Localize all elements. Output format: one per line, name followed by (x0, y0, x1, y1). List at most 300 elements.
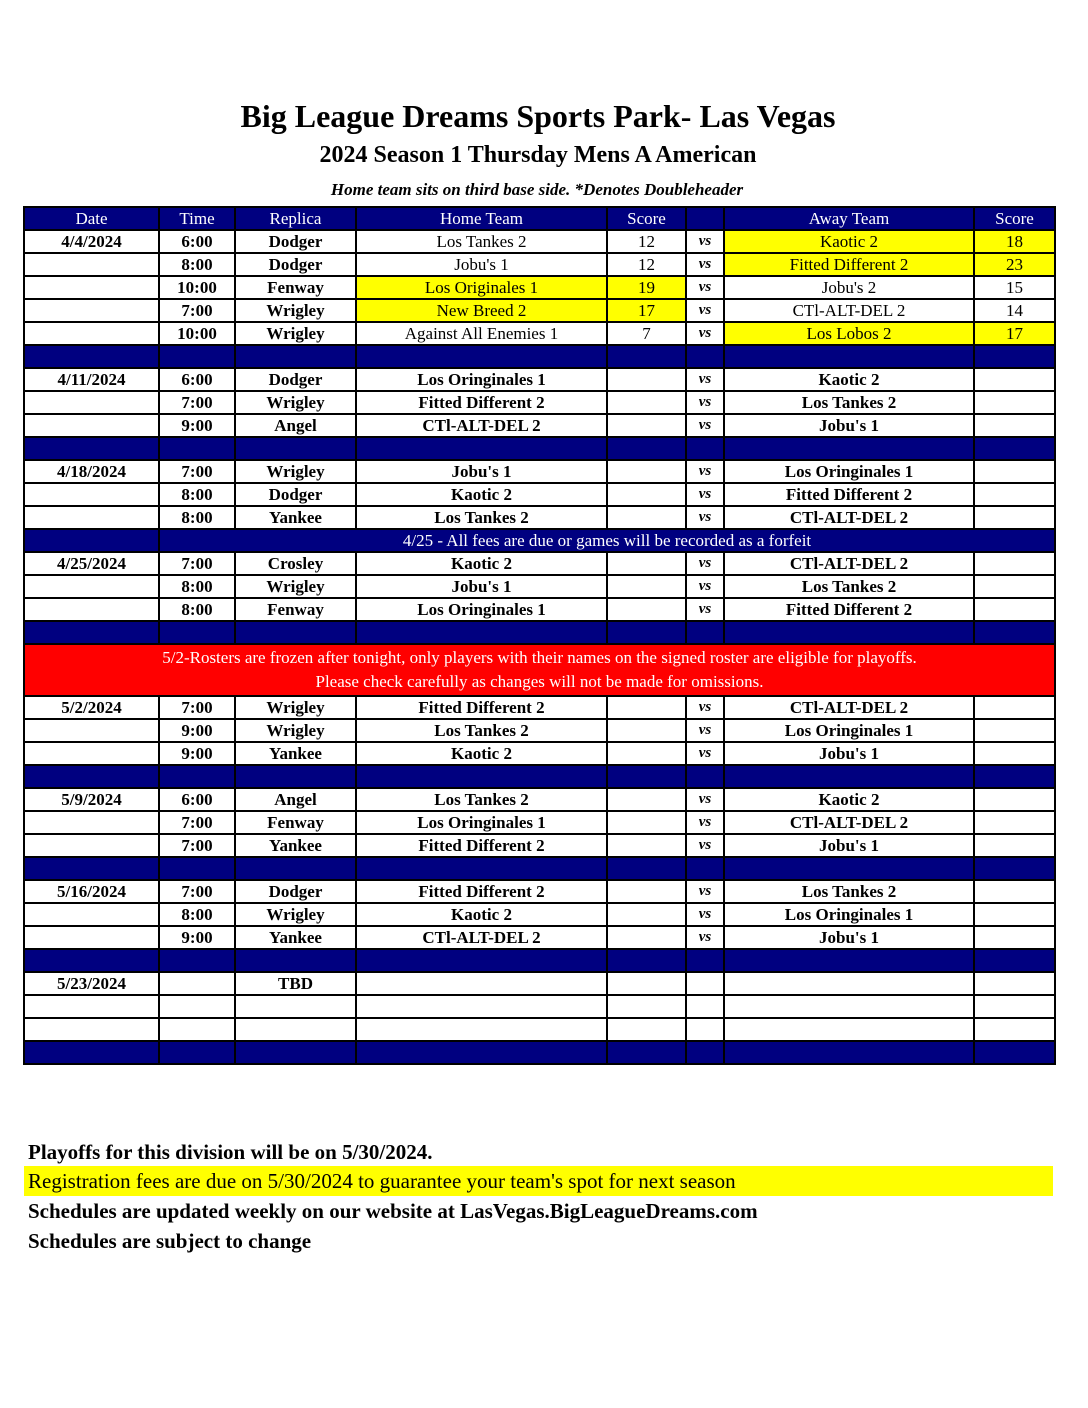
spacer-row (24, 949, 1055, 972)
vs-label (686, 995, 724, 1018)
vs-label: vs (686, 483, 724, 506)
game-field: Fenway (235, 598, 356, 621)
game-row (24, 276, 1055, 299)
game-row (24, 552, 1055, 575)
home-score (607, 506, 686, 529)
away-team: CTl-ALT-DEL 2 (724, 299, 974, 322)
game-field: Fenway (235, 276, 356, 299)
spacer-cell (356, 621, 607, 644)
game-time: 8:00 (159, 575, 235, 598)
spacer-cell (159, 621, 235, 644)
home-score: 19 (607, 276, 686, 299)
vs-label: vs (686, 742, 724, 765)
home-team: Fitted Different 2 (356, 696, 607, 719)
vs-label: vs (686, 903, 724, 926)
spacer-cell (24, 345, 159, 368)
spacer-row (24, 345, 1055, 368)
game-row (24, 880, 1055, 903)
game-row (24, 322, 1055, 345)
spacer-cell (235, 765, 356, 788)
home-score (607, 552, 686, 575)
away-score (974, 903, 1055, 926)
spacer-row (24, 857, 1055, 880)
vs-label: vs (686, 575, 724, 598)
spacer-cell (235, 949, 356, 972)
home-score: 17 (607, 299, 686, 322)
spacer-cell (974, 621, 1055, 644)
home-score (607, 368, 686, 391)
away-team: Kaotic 2 (724, 788, 974, 811)
game-time: 7:00 (159, 552, 235, 575)
away-team: Jobu's 2 (724, 276, 974, 299)
game-field: Dodger (235, 880, 356, 903)
game-date (24, 598, 159, 621)
away-score (974, 719, 1055, 742)
col-replica: Replica (235, 207, 356, 230)
spacer-cell (724, 1041, 974, 1064)
spacer-cell (974, 857, 1055, 880)
col-home-team: Home Team (356, 207, 607, 230)
away-score (974, 506, 1055, 529)
game-field: Yankee (235, 506, 356, 529)
away-score (974, 391, 1055, 414)
vs-label: vs (686, 299, 724, 322)
spacer-cell (24, 1041, 159, 1064)
away-score (974, 788, 1055, 811)
game-row (24, 460, 1055, 483)
vs-label: vs (686, 253, 724, 276)
away-team (724, 1018, 974, 1041)
spacer-cell (159, 345, 235, 368)
game-time: 9:00 (159, 719, 235, 742)
game-time: 7:00 (159, 696, 235, 719)
home-score (607, 391, 686, 414)
game-row (24, 368, 1055, 391)
game-time: 7:00 (159, 299, 235, 322)
away-score (974, 414, 1055, 437)
home-team: Los Tankes 2 (356, 506, 607, 529)
schedule-table (23, 206, 1056, 1065)
vs-label: vs (686, 552, 724, 575)
game-date (24, 811, 159, 834)
game-field: Crosley (235, 552, 356, 575)
home-team: Jobu's 1 (356, 575, 607, 598)
game-time: 8:00 (159, 598, 235, 621)
spacer-cell (24, 857, 159, 880)
game-time: 7:00 (159, 391, 235, 414)
game-row (24, 719, 1055, 742)
home-team: Los Originales 1 (356, 276, 607, 299)
away-team: Los Oringinales 1 (724, 719, 974, 742)
game-field: Fenway (235, 811, 356, 834)
home-team (356, 1018, 607, 1041)
col-away-score: Score (974, 207, 1055, 230)
home-score (607, 995, 686, 1018)
game-field: Yankee (235, 926, 356, 949)
away-score: 15 (974, 276, 1055, 299)
spacer-cell (24, 765, 159, 788)
game-row (24, 253, 1055, 276)
away-score (974, 880, 1055, 903)
vs-label: vs (686, 598, 724, 621)
home-team: Fitted Different 2 (356, 880, 607, 903)
game-date (24, 299, 159, 322)
game-row (24, 483, 1055, 506)
game-time: 10:00 (159, 276, 235, 299)
home-score (607, 575, 686, 598)
game-date (24, 995, 159, 1018)
home-team-note: Home team sits on third base side. *Denotes Doubleheader (330, 180, 744, 199)
vs-label (686, 972, 724, 995)
away-score (974, 483, 1055, 506)
home-team: Los Oringinales 1 (356, 811, 607, 834)
vs-label: vs (686, 719, 724, 742)
page-title: Big League Dreams Sports Park- Las Vegas (240, 98, 836, 134)
game-time (159, 995, 235, 1018)
away-score (974, 575, 1055, 598)
home-score (607, 834, 686, 857)
home-team: Los Oringinales 1 (356, 368, 607, 391)
home-team (356, 995, 607, 1018)
game-field: Yankee (235, 742, 356, 765)
spacer-cell (607, 345, 686, 368)
spacer-cell (235, 1041, 356, 1064)
away-team: CTl-ALT-DEL 2 (724, 506, 974, 529)
spacer-row (24, 765, 1055, 788)
home-team: Los Tankes 2 (356, 788, 607, 811)
schedule-body (24, 230, 1055, 1064)
away-team: CTl-ALT-DEL 2 (724, 696, 974, 719)
col-vs (686, 207, 724, 230)
away-team (724, 995, 974, 1018)
away-score: 14 (974, 299, 1055, 322)
home-score (607, 696, 686, 719)
spacer-cell (159, 1041, 235, 1064)
game-time: 7:00 (159, 811, 235, 834)
col-time: Time (159, 207, 235, 230)
game-time: 6:00 (159, 788, 235, 811)
game-field: Angel (235, 414, 356, 437)
spacer-cell (607, 765, 686, 788)
game-row (24, 598, 1055, 621)
vs-label: vs (686, 460, 724, 483)
spacer-cell (24, 949, 159, 972)
home-team: CTl-ALT-DEL 2 (356, 926, 607, 949)
spacer-cell (607, 1041, 686, 1064)
spacer-cell (974, 949, 1055, 972)
home-score: 7 (607, 322, 686, 345)
game-field: Wrigley (235, 299, 356, 322)
home-score: 12 (607, 253, 686, 276)
spacer-cell (356, 437, 607, 460)
game-time: 7:00 (159, 834, 235, 857)
away-score (974, 834, 1055, 857)
game-row (24, 926, 1055, 949)
game-time: 6:00 (159, 368, 235, 391)
game-time: 7:00 (159, 460, 235, 483)
game-date (24, 506, 159, 529)
home-team: Los Tankes 2 (356, 719, 607, 742)
game-date: 5/16/2024 (24, 880, 159, 903)
game-date: 5/9/2024 (24, 788, 159, 811)
vs-label (686, 1018, 724, 1041)
away-score (974, 926, 1055, 949)
away-team: Los Lobos 2 (724, 322, 974, 345)
home-team: Jobu's 1 (356, 460, 607, 483)
away-team: CTl-ALT-DEL 2 (724, 552, 974, 575)
col-home-score: Score (607, 207, 686, 230)
game-field: Dodger (235, 368, 356, 391)
spacer-cell (607, 857, 686, 880)
home-score (607, 788, 686, 811)
game-field: Wrigley (235, 391, 356, 414)
game-time (159, 972, 235, 995)
game-row (24, 972, 1055, 995)
vs-label: vs (686, 926, 724, 949)
vs-label: vs (686, 880, 724, 903)
spacer-row (24, 621, 1055, 644)
away-team: Los Oringinales 1 (724, 903, 974, 926)
vs-label: vs (686, 696, 724, 719)
game-row (24, 506, 1055, 529)
away-team: Los Oringinales 1 (724, 460, 974, 483)
spacer-cell (686, 857, 724, 880)
away-score: 23 (974, 253, 1055, 276)
page-subtitle: 2024 Season 1 Thursday Mens A American (319, 142, 757, 168)
game-field: Wrigley (235, 575, 356, 598)
home-team: CTl-ALT-DEL 2 (356, 414, 607, 437)
home-score (607, 414, 686, 437)
game-time: 6:00 (159, 230, 235, 253)
game-date: 4/4/2024 (24, 230, 159, 253)
away-team: Kaotic 2 (724, 230, 974, 253)
home-score (607, 811, 686, 834)
spacer-cell (24, 437, 159, 460)
spacer-cell (356, 345, 607, 368)
game-date (24, 742, 159, 765)
spacer-cell (24, 621, 159, 644)
game-row (24, 391, 1055, 414)
vs-label: vs (686, 788, 724, 811)
game-field (235, 1018, 356, 1041)
fee-notice: 4/25 - All fees are due or games will be recorded as a forfeit (159, 529, 1055, 552)
spacer-cell (607, 437, 686, 460)
home-team: Kaotic 2 (356, 483, 607, 506)
away-team: Fitted Different 2 (724, 253, 974, 276)
spacer-cell (159, 949, 235, 972)
away-team: Jobu's 1 (724, 742, 974, 765)
fee-notice-row (24, 529, 1055, 552)
vs-label: vs (686, 230, 724, 253)
game-time: 8:00 (159, 253, 235, 276)
website-note: Schedules are updated weekly on our website at LasVegas.BigLeagueDreams.com (28, 1199, 758, 1223)
home-team: New Breed 2 (356, 299, 607, 322)
game-row (24, 788, 1055, 811)
home-team (356, 972, 607, 995)
home-score (607, 880, 686, 903)
vs-label: vs (686, 811, 724, 834)
game-date (24, 414, 159, 437)
away-team: Los Tankes 2 (724, 575, 974, 598)
home-team: Fitted Different 2 (356, 834, 607, 857)
away-score: 17 (974, 322, 1055, 345)
game-field: Wrigley (235, 322, 356, 345)
game-field (235, 995, 356, 1018)
game-field: Dodger (235, 483, 356, 506)
home-team: Kaotic 2 (356, 903, 607, 926)
away-team: Fitted Different 2 (724, 598, 974, 621)
spacer-cell (356, 857, 607, 880)
home-team: Jobu's 1 (356, 253, 607, 276)
home-team: Los Oringinales 1 (356, 598, 607, 621)
spacer-cell (159, 765, 235, 788)
game-date (24, 903, 159, 926)
game-date (24, 1018, 159, 1041)
game-date: 4/18/2024 (24, 460, 159, 483)
roster-notice-row (24, 644, 1055, 696)
game-date (24, 834, 159, 857)
away-score (974, 598, 1055, 621)
vs-label: vs (686, 322, 724, 345)
game-time: 7:00 (159, 880, 235, 903)
game-date: 5/23/2024 (24, 972, 159, 995)
game-field: Yankee (235, 834, 356, 857)
spacer-cell (974, 1041, 1055, 1064)
away-score (974, 972, 1055, 995)
spacer-cell (24, 529, 159, 552)
away-score (974, 696, 1055, 719)
change-note: Schedules are subject to change (28, 1229, 312, 1253)
spacer-cell (686, 437, 724, 460)
game-date (24, 322, 159, 345)
away-team: Los Tankes 2 (724, 391, 974, 414)
spacer-cell (607, 949, 686, 972)
game-row (24, 575, 1055, 598)
away-team (724, 972, 974, 995)
game-time: 8:00 (159, 483, 235, 506)
away-score: 18 (974, 230, 1055, 253)
game-date (24, 391, 159, 414)
roster-notice-line: 5/2-Rosters are frozen after tonight, only players with their names on the signed roster are eligible for playoffs. (162, 648, 917, 667)
spacer-cell (686, 949, 724, 972)
game-time (159, 1018, 235, 1041)
spacer-cell (356, 765, 607, 788)
home-team: Fitted Different 2 (356, 391, 607, 414)
game-time: 8:00 (159, 903, 235, 926)
spacer-cell (159, 857, 235, 880)
spacer-cell (686, 621, 724, 644)
home-score: 12 (607, 230, 686, 253)
away-score (974, 552, 1055, 575)
game-date (24, 483, 159, 506)
vs-label: vs (686, 276, 724, 299)
game-time: 9:00 (159, 926, 235, 949)
game-time: 9:00 (159, 414, 235, 437)
game-field: Dodger (235, 230, 356, 253)
game-field: Dodger (235, 253, 356, 276)
away-score (974, 1018, 1055, 1041)
spacer-cell (724, 765, 974, 788)
game-time: 10:00 (159, 322, 235, 345)
spacer-row (24, 437, 1055, 460)
spacer-cell (235, 857, 356, 880)
game-date (24, 253, 159, 276)
spacer-cell (607, 621, 686, 644)
spacer-cell (724, 857, 974, 880)
spacer-cell (356, 1041, 607, 1064)
game-field: Wrigley (235, 719, 356, 742)
spacer-cell (724, 437, 974, 460)
away-team: Fitted Different 2 (724, 483, 974, 506)
spacer-cell (686, 345, 724, 368)
home-score (607, 460, 686, 483)
game-row (24, 414, 1055, 437)
home-team: Kaotic 2 (356, 742, 607, 765)
spacer-cell (356, 949, 607, 972)
away-team: Kaotic 2 (724, 368, 974, 391)
game-date (24, 575, 159, 598)
away-team: Jobu's 1 (724, 926, 974, 949)
vs-label: vs (686, 506, 724, 529)
home-team: Against All Enemies 1 (356, 322, 607, 345)
spacer-cell (235, 437, 356, 460)
game-row (24, 299, 1055, 322)
game-field: Wrigley (235, 696, 356, 719)
game-row (24, 1018, 1055, 1041)
registration-note: Registration fees are due on 5/30/2024 to guarantee your team's spot for next season (24, 1166, 1053, 1196)
spacer-cell (724, 345, 974, 368)
game-date (24, 719, 159, 742)
game-date (24, 926, 159, 949)
playoffs-note: Playoffs for this division will be on 5/30/2024. (28, 1140, 433, 1164)
home-score (607, 903, 686, 926)
game-time: 8:00 (159, 506, 235, 529)
game-date: 5/2/2024 (24, 696, 159, 719)
roster-notice-line: Please check carefully as changes will not be made for omissions. (315, 672, 764, 691)
game-date: 4/11/2024 (24, 368, 159, 391)
game-field: Wrigley (235, 903, 356, 926)
game-row (24, 230, 1055, 253)
home-score (607, 1018, 686, 1041)
spacer-cell (724, 621, 974, 644)
spacer-cell (159, 437, 235, 460)
game-row (24, 742, 1055, 765)
home-team: Kaotic 2 (356, 552, 607, 575)
spacer-cell (974, 437, 1055, 460)
vs-label: vs (686, 368, 724, 391)
game-row (24, 903, 1055, 926)
game-date (24, 276, 159, 299)
spacer-cell (686, 765, 724, 788)
game-field: TBD (235, 972, 356, 995)
col-away-team: Away Team (724, 207, 974, 230)
away-score (974, 368, 1055, 391)
game-row (24, 811, 1055, 834)
away-team: Jobu's 1 (724, 834, 974, 857)
game-field: Angel (235, 788, 356, 811)
away-score (974, 742, 1055, 765)
home-score (607, 972, 686, 995)
home-score (607, 742, 686, 765)
home-score (607, 483, 686, 506)
game-time: 9:00 (159, 742, 235, 765)
spacer-cell (974, 345, 1055, 368)
vs-label: vs (686, 834, 724, 857)
game-row (24, 696, 1055, 719)
table-header-row (24, 207, 1055, 230)
game-field: Wrigley (235, 460, 356, 483)
col-date: Date (24, 207, 159, 230)
